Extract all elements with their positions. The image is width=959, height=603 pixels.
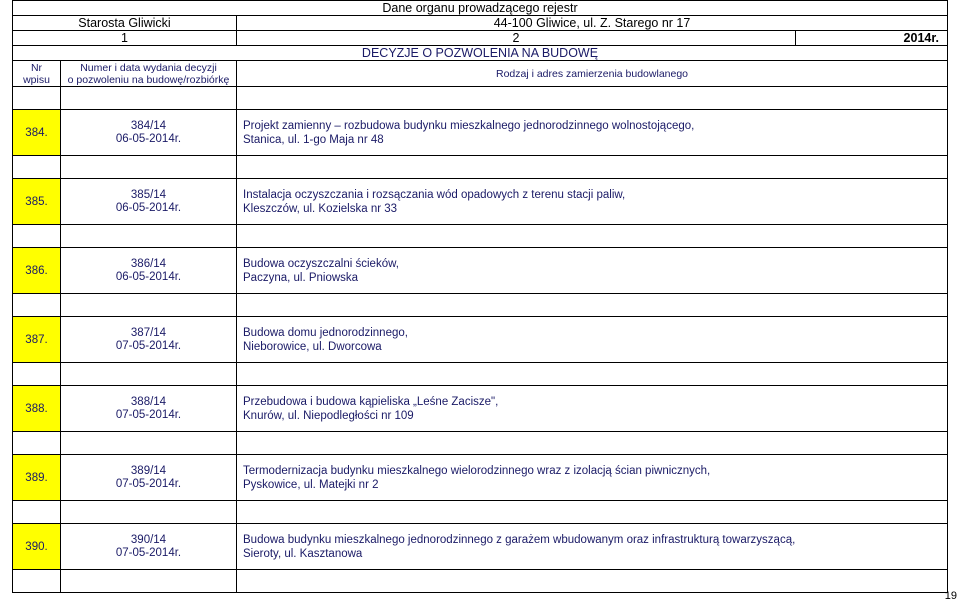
- entry-spacer: [13, 87, 948, 110]
- entry-decision-date: 07-05-2014r.: [115, 408, 182, 421]
- entry-description-line2: Kleszczów, ul. Kozielska nr 33: [243, 202, 398, 215]
- register-entry-row: [13, 455, 948, 501]
- entry-decision-date: 06-05-2014r.: [115, 201, 182, 214]
- entries-table: [12, 87, 948, 593]
- spacer-cell: [237, 87, 948, 110]
- register-title: DECYZJE O POZWOLENIA NA BUDOWĘ: [13, 46, 948, 61]
- entry-description-line1: Instalacja oczyszczania i rozsączania wód opadowych z terenu stacji paliw,: [243, 188, 626, 201]
- entry-decision-date: 06-05-2014r.: [115, 270, 182, 283]
- column-header-nr-line2: wpisu: [23, 73, 50, 86]
- entry-number: 389.: [13, 455, 61, 501]
- spacer-cell: [61, 294, 237, 317]
- entry-description-line2: Pyskowice, ul. Matejki nr 2: [243, 478, 379, 491]
- register-table: [12, 0, 948, 87]
- page-number: 19: [944, 590, 957, 602]
- entry-decision: [61, 455, 237, 501]
- entry-decision-number: 390/14: [130, 533, 167, 546]
- entry-description: [237, 386, 948, 432]
- spacer-cell: [13, 294, 61, 317]
- entry-description-line2: Nieborowice, ul. Dworcowa: [243, 340, 382, 353]
- entry-spacer: [13, 501, 948, 524]
- header-row-title: [13, 1, 948, 16]
- entry-decision: [61, 179, 237, 225]
- spacer-cell: [13, 156, 61, 179]
- spacer-cell: [61, 363, 237, 386]
- entry-number: 390.: [13, 524, 61, 570]
- entry-description-line1: Projekt zamienny – rozbudowa budynku mieszkalnego jednorodzinnego wolnostojącego,: [243, 119, 695, 132]
- entry-spacer: [13, 363, 948, 386]
- entry-decision-date: 07-05-2014r.: [115, 546, 182, 559]
- column-header-decision: [61, 61, 237, 87]
- entry-decision: [61, 386, 237, 432]
- entry-decision-number: 388/14: [130, 395, 167, 408]
- column-header-type: Rodzaj i adres zamierzenia budowlanego: [237, 61, 948, 87]
- entry-spacer: [13, 294, 948, 317]
- spacer-cell: [237, 432, 948, 455]
- spacer-cell: [13, 363, 61, 386]
- entry-number: 384.: [13, 110, 61, 156]
- spacer-cell: [237, 501, 948, 524]
- spacer-cell: [61, 156, 237, 179]
- header-row-numbers: [13, 31, 948, 46]
- entry-spacer: [13, 432, 948, 455]
- entry-description-line1: Termodernizacja budynku mieszkalnego wielorodzinnego wraz z izolacją ścian piwnicznych,: [243, 464, 711, 477]
- spacer-cell: [237, 363, 948, 386]
- register-entry-row: [13, 524, 948, 570]
- column-header-decision-line1: Numer i data wydania decyzji: [80, 61, 217, 74]
- register-entry-row: [13, 110, 948, 156]
- register-year: 2014r.: [796, 31, 948, 46]
- entry-decision: [61, 317, 237, 363]
- column-number-1: 1: [13, 31, 237, 46]
- entry-number: 388.: [13, 386, 61, 432]
- authority-address: 44-100 Gliwice, ul. Z. Starego nr 17: [237, 16, 948, 31]
- spacer-cell: [13, 87, 61, 110]
- entry-spacer: [13, 156, 948, 179]
- entry-description: [237, 179, 948, 225]
- register-owner-title: Dane organu prowadzącego rejestr: [13, 1, 948, 16]
- spacer-cell: [61, 87, 237, 110]
- entry-spacer: [13, 225, 948, 248]
- entry-spacer: [13, 570, 948, 593]
- header-row-columns: [13, 61, 948, 87]
- entry-description: [237, 317, 948, 363]
- spacer-cell: [61, 570, 237, 593]
- entry-decision: [61, 110, 237, 156]
- entry-decision-date: 07-05-2014r.: [115, 339, 182, 352]
- spacer-cell: [61, 432, 237, 455]
- register-entry-row: [13, 317, 948, 363]
- entry-number: 386.: [13, 248, 61, 294]
- entry-description-line1: Przebudowa i budowa kąpieliska „Leśne Zacisze",: [243, 395, 499, 408]
- entry-description-line2: Knurów, ul. Niepodległości nr 109: [243, 409, 414, 422]
- entry-decision-number: 384/14: [130, 119, 167, 132]
- entry-description-line2: Stanica, ul. 1-go Maja nr 48: [243, 133, 384, 146]
- entry-description: [237, 455, 948, 501]
- entry-number: 387.: [13, 317, 61, 363]
- spacer-cell: [237, 294, 948, 317]
- spacer-cell: [237, 156, 948, 179]
- register-sheet: [12, 0, 947, 593]
- entry-decision-date: 06-05-2014r.: [115, 132, 182, 145]
- spacer-cell: [13, 501, 61, 524]
- column-header-nr: [13, 61, 61, 87]
- entry-description: [237, 110, 948, 156]
- entry-description-line2: Paczyna, ul. Pniowska: [243, 271, 359, 284]
- spacer-cell: [237, 225, 948, 248]
- spacer-cell: [13, 432, 61, 455]
- column-header-decision-line2: o pozwoleniu na budowę/rozbiórkę: [67, 73, 230, 86]
- spacer-cell: [237, 570, 948, 593]
- spacer-cell: [61, 225, 237, 248]
- register-entry-row: [13, 386, 948, 432]
- header-row-register: [13, 46, 948, 61]
- header-row-authority: [13, 16, 948, 31]
- entry-decision-date: 07-05-2014r.: [115, 477, 182, 490]
- column-number-2: 2: [237, 31, 796, 46]
- entry-description-line1: Budowa budynku mieszkalnego jednorodzinnego z garażem wbudowanym oraz infrastrukturą towarzyszącą,: [243, 533, 796, 546]
- spacer-cell: [13, 570, 61, 593]
- entry-description: [237, 524, 948, 570]
- entry-decision-number: 386/14: [130, 257, 167, 270]
- entry-description-line1: Budowa oczyszczalni ścieków,: [243, 257, 399, 270]
- entry-decision-number: 389/14: [130, 464, 167, 477]
- spacer-cell: [61, 501, 237, 524]
- entry-number: 385.: [13, 179, 61, 225]
- entries-body: [13, 87, 948, 593]
- entry-decision-number: 385/14: [130, 188, 167, 201]
- entry-description-line2: Sieroty, ul. Kasztanowa: [243, 547, 363, 560]
- register-entry-row: [13, 179, 948, 225]
- column-header-nr-line1: Nr: [30, 61, 43, 74]
- register-entry-row: [13, 248, 948, 294]
- spacer-cell: [13, 225, 61, 248]
- entry-decision: [61, 524, 237, 570]
- entry-decision-number: 387/14: [130, 326, 167, 339]
- entry-description: [237, 248, 948, 294]
- entry-decision: [61, 248, 237, 294]
- entry-description-line1: Budowa domu jednorodzinnego,: [243, 326, 408, 339]
- authority-name: Starosta Gliwicki: [13, 16, 237, 31]
